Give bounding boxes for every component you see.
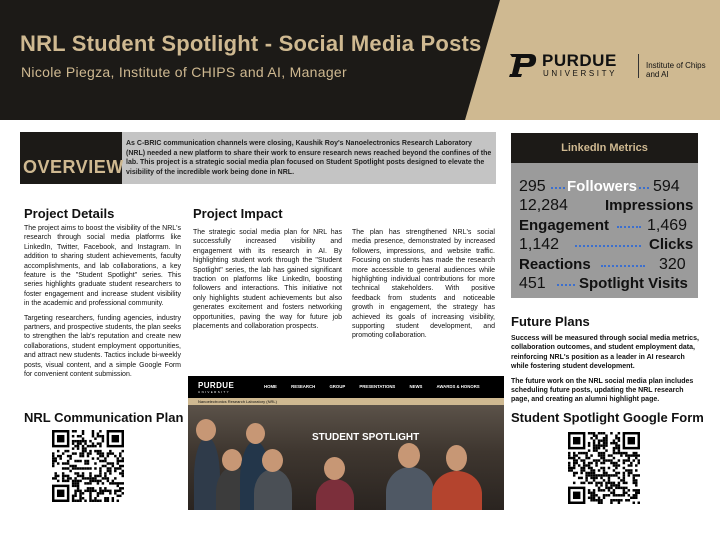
project-details-p1: The project aims to boost the visibility of the NRL's research through social media platforms like LinkedIn, Twitter, Facebook, and Instagram. In addition to sharing student achievements, faculty accomplishments, and lab collaborations, a key feature is the "Student Spotlight" series. This series highlights graduate student researchers to foster engagement and increase student visibility in the academic and professional community. <box>24 225 181 308</box>
person-head <box>246 423 265 444</box>
logo-university: UNIVERSITY <box>543 69 618 78</box>
metric-followers-after: 594 <box>653 178 680 195</box>
metric-clicks-label: Clicks <box>649 236 694 253</box>
person-shape <box>432 471 482 510</box>
site-logo <box>198 381 234 394</box>
metric-reactions-value: 320 <box>659 256 686 273</box>
project-details-heading: Project Details <box>24 206 115 221</box>
site-nav-group[interactable]: GROUP <box>329 384 346 389</box>
overview-box <box>20 132 496 184</box>
site-logo-word: PURDUE <box>198 381 235 390</box>
overview-label: OVERVIEW <box>23 157 124 177</box>
poster-header <box>0 0 720 120</box>
metric-engagement-value: 1,469 <box>647 217 688 234</box>
metric-engagement-label: Engagement <box>519 217 610 234</box>
metric-row-spotlight <box>519 275 691 294</box>
project-details-body <box>24 224 181 385</box>
site-navbar <box>188 376 504 398</box>
metric-row-reactions <box>519 256 691 275</box>
person-head <box>324 457 345 480</box>
google-form-heading: Student Spotlight Google Form <box>511 410 704 425</box>
logo-institute: Institute of Chips and AI <box>646 61 706 79</box>
purdue-p-icon <box>508 52 538 78</box>
person-head <box>398 443 420 468</box>
metric-impressions-label: Impressions <box>605 197 694 214</box>
person-shape <box>386 467 434 510</box>
purdue-logo <box>508 50 713 84</box>
qr-code-icon[interactable] <box>568 432 640 504</box>
linkedin-metrics-panel <box>511 133 698 298</box>
overview-label-box <box>20 132 122 184</box>
future-plans-p1: Success will be measured through social media metrics, collaboration outcomes, and student employment data, reinforcing NRL's position as a leader in AI research while fostering student development. <box>511 335 699 371</box>
person-head <box>196 419 216 441</box>
site-nav-presentations[interactable]: PRESENTATIONS <box>359 384 396 389</box>
website-screenshot <box>188 376 504 510</box>
metric-impressions-value: 12,284 <box>519 197 568 214</box>
site-nav-research[interactable]: RESEARCH <box>291 384 316 389</box>
poster-subtitle: Nicole Piegza, Institute of CHIPS and AI, Manager <box>21 64 347 80</box>
project-impact-p1: The strategic social media plan for NRL has successfully increased visibility and engagement with its research in AI. By highlighting student work through the "Student Spotlight" series, the lab has gained significant traction on platforms like LinkedIn, boosting followers and interactions. This initiative not only highlights student achievements but also generates excitement and fosters networking opportunities, paving the way for future job placements and collaboration prospects. <box>193 229 342 331</box>
metric-dots <box>551 187 565 189</box>
metric-clicks-value: 1,142 <box>519 236 560 253</box>
site-nav-awards[interactable]: AWARDS & HONORS <box>436 384 480 389</box>
site-nav-links <box>264 384 493 389</box>
comm-plan-heading: NRL Communication Plan <box>24 410 184 425</box>
metrics-title: LinkedIn Metrics <box>561 142 648 154</box>
logo-divider <box>638 54 639 78</box>
site-logo-university: UNIVERSITY <box>198 390 231 394</box>
person-shape <box>316 479 354 510</box>
metric-spotlight-value: 451 <box>519 275 546 292</box>
project-impact-heading: Project Impact <box>193 206 283 221</box>
metric-row-impressions <box>519 197 694 216</box>
poster-title: NRL Student Spotlight - Social Media Posts <box>20 31 482 56</box>
metric-reactions-label: Reactions <box>519 256 591 273</box>
metric-dots <box>617 226 641 228</box>
metric-row-clicks <box>519 236 694 255</box>
person-head <box>262 449 283 472</box>
future-plans-p2: The future work on the NRL social media plan includes scheduling future posts, updating the NRL research page, and creating an alumni highlight page. <box>511 377 694 404</box>
project-details-p2: Targeting researchers, funding agencies, industry partners, and prospective students, the plan seeks to strengthen the lab's reputation and create new collaborations, student employment opportunities, and attract new students. Tactics include bi-weekly posts, visual content, and a simple Google Form for convenient content submission. <box>24 314 181 379</box>
metric-dots <box>639 187 649 189</box>
site-banner-text: STUDENT SPOTLIGHT <box>312 432 420 443</box>
logo-wordmark: PURDUE <box>542 51 617 70</box>
metric-row-engagement <box>519 217 691 236</box>
site-breadcrumb <box>188 398 504 405</box>
site-nav-news[interactable]: NEWS <box>409 384 423 389</box>
future-plans-heading: Future Plans <box>511 314 590 329</box>
metric-followers-before: 295 <box>519 178 546 195</box>
metric-spotlight-label: Spotlight Visits <box>579 275 688 292</box>
metric-dots <box>557 284 575 286</box>
qr-code-icon[interactable] <box>52 430 124 502</box>
overview-text: As C-BRIC communication channels were closing, Kaushik Roy's Nanoelectronics Research Laboratory (NRL) needed a new platform to share their work to ensure research news reached beyond the confines of the lab. This project is a strategic social media plan focused on Student Spotlight posts designed to elevate the visibility of the incredible work being done in NRL. <box>126 140 492 176</box>
metric-row-followers <box>519 178 691 197</box>
metric-followers-label: Followers <box>567 178 638 195</box>
project-impact-p2: The plan has strengthened NRL's social media presence, demonstrated by increased followers, impressions, and website traffic. Focusing on students has made the research more accessible to general audiences while highlighting individual contributions for more technical stakeholders. With positive feedback from students and noticeable growth in engagement, the strategy has achieved its goals of increasing visibility, supporting student development, and promoting collaboration. <box>352 229 495 340</box>
site-nav-home[interactable]: HOME <box>264 384 277 389</box>
person-shape <box>254 469 292 510</box>
person-head <box>446 445 467 471</box>
group-photo <box>188 405 504 510</box>
metric-dots <box>575 245 641 247</box>
person-head <box>222 449 242 471</box>
metric-dots <box>601 265 645 267</box>
future-plans-body <box>511 334 701 410</box>
site-breadcrumb-text: Nanoelectronics Research Laboratory (NRL) <box>198 399 277 404</box>
metrics-title-bar <box>511 133 698 163</box>
